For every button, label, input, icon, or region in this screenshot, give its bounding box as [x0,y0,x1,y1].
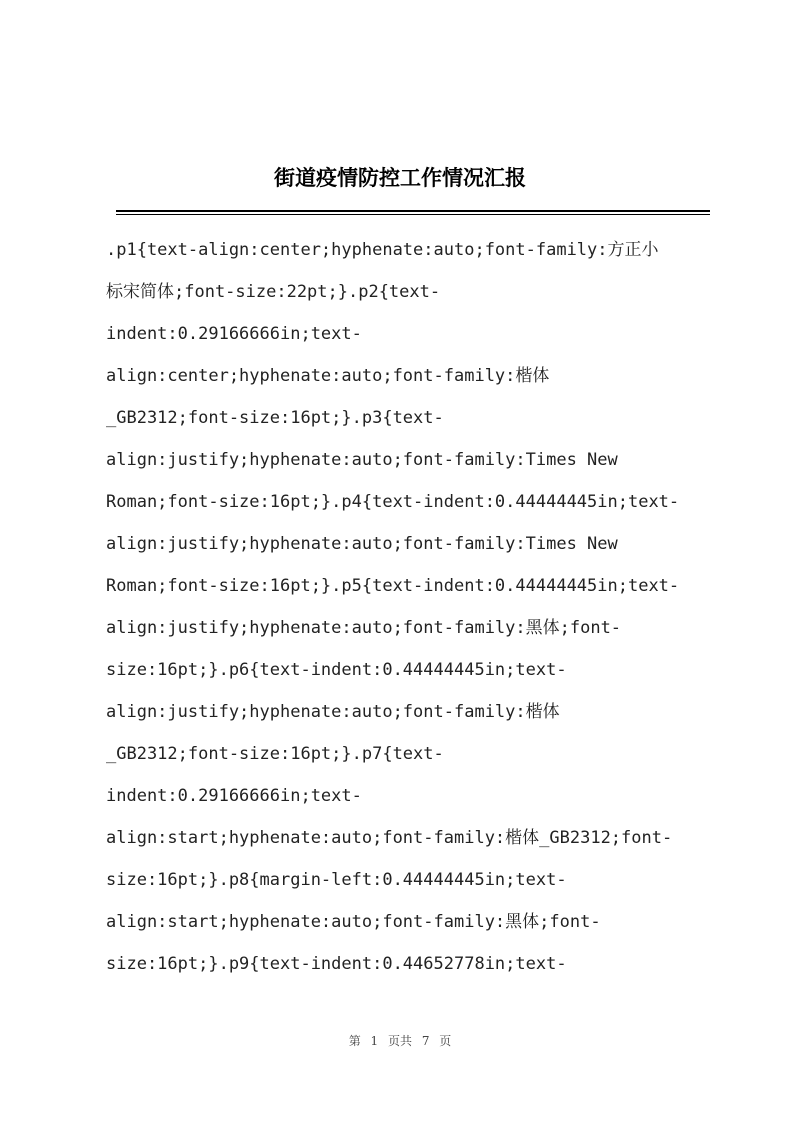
body-line: Roman;font-size:16pt;}.p5{text-indent:0.44444445in;text- [106,576,680,596]
body-line: _GB2312;font-size:16pt;}.p7{text- [106,744,444,764]
body-line: Roman;font-size:16pt;}.p4{text-indent:0.44444445in;text- [106,492,680,512]
body-line: .p1{text-align:center;hyphenate:auto;font-family:方正小 [106,240,659,260]
title-rule-thin [116,214,710,215]
body-line: align:justify;hyphenate:auto;font-family:黑体;font- [106,618,622,638]
body-line: align:start;hyphenate:auto;font-family:楷体_GB2312;font- [106,828,673,848]
body-line: align:start;hyphenate:auto;font-family:黑体;font- [106,912,601,932]
title-rule-thick [116,210,710,212]
body-line: size:16pt;}.p8{margin-left:0.44444445in;text- [106,870,567,890]
body-line: size:16pt;}.p6{text-indent:0.44444445in;text- [106,660,567,680]
document-title: 街道疫情防控工作情况汇报 [274,165,526,190]
body-line: indent:0.29166666in;text- [106,324,362,344]
body-line: align:justify;hyphenate:auto;font-family:Times New [106,450,618,470]
body-line: align:center;hyphenate:auto;font-family:楷体 [106,366,550,386]
body-line: size:16pt;}.p9{text-indent:0.44652778in;text- [106,954,567,974]
body-line: align:justify;hyphenate:auto;font-family:楷体 [106,702,560,722]
body-line: 标宋简体;font-size:22pt;}.p2{text- [106,282,441,302]
page-footer: 第 1 页共 7 页 [348,1034,452,1048]
body-line: _GB2312;font-size:16pt;}.p3{text- [106,408,444,428]
document-body [106,229,716,985]
body-line: indent:0.29166666in;text- [106,786,362,806]
body-line: align:justify;hyphenate:auto;font-family:Times New [106,534,618,554]
